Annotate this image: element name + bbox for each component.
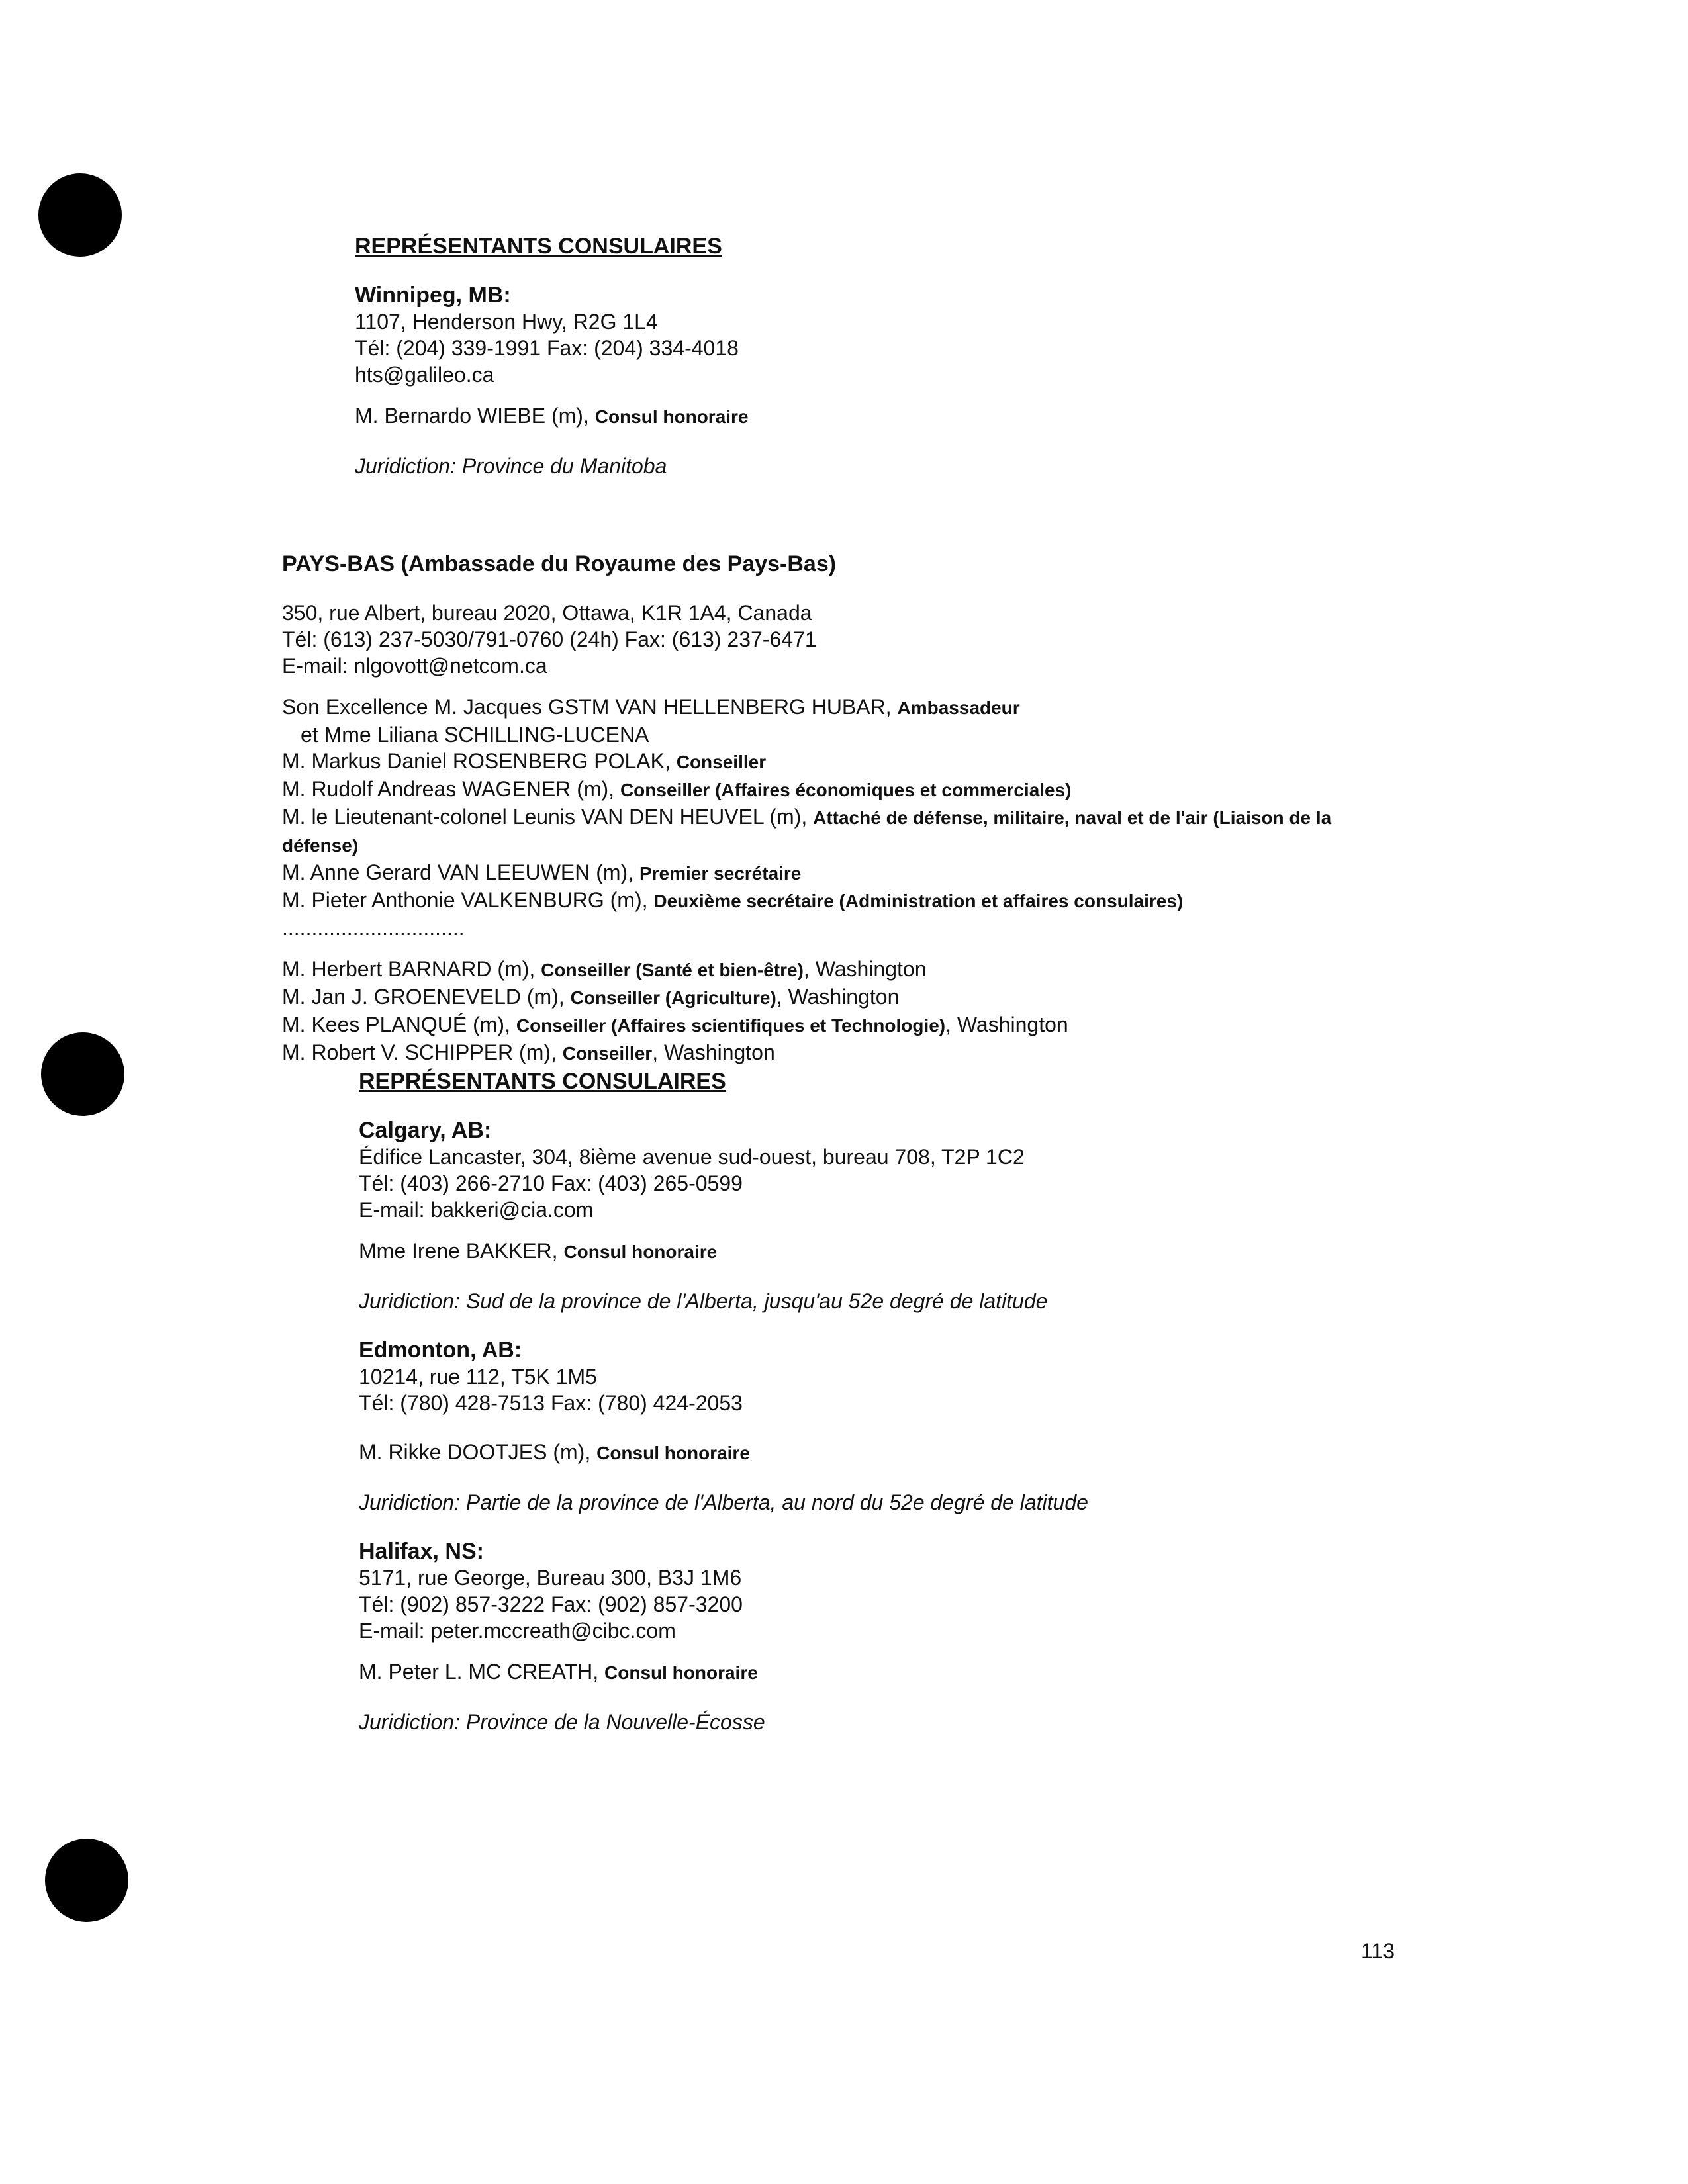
person-name: M. Peter L. MC CREATH,: [359, 1660, 599, 1684]
person-title: Consul honoraire: [596, 1443, 750, 1463]
section-heading: REPRÉSENTANTS CONSULAIRES: [355, 234, 722, 259]
staff-title: Premier secrétaire: [639, 863, 802, 884]
staff-name: M. Kees PLANQUÉ (m),: [282, 1013, 510, 1036]
staff-location: , Washington: [652, 1040, 775, 1064]
person-name: M. Bernardo WIEBE (m),: [355, 404, 589, 428]
jurisdiction: Juridiction: Province de la Nouvelle-Écosse: [359, 1710, 765, 1734]
staff-title: Deuxième secrétaire (Administration et affaires consulaires): [653, 891, 1184, 911]
address: Édifice Lancaster, 304, 8ième avenue sud-ouest, bureau 708, T2P 1C2: [359, 1145, 1025, 1169]
staff-location: , Washington: [776, 985, 900, 1009]
city-name: Halifax, NS:: [359, 1539, 484, 1564]
binder-hole-middle: [41, 1032, 124, 1116]
staff-name: M. Rudolf Andreas WAGENER (m),: [282, 777, 615, 801]
staff-entry: [282, 803, 1407, 859]
staff-name: M. Herbert BARNARD (m),: [282, 957, 536, 981]
staff-title: Conseiller: [562, 1043, 653, 1064]
person-title: Consul honoraire: [604, 1662, 758, 1683]
consular-section-winnipeg: [355, 233, 749, 479]
phone-fax: Tél: (403) 266-2710 Fax: (403) 265-0599: [359, 1171, 743, 1195]
binder-hole-bottom: [45, 1839, 128, 1922]
phone-fax: Tél: (902) 857-3222 Fax: (902) 857-3200: [359, 1592, 743, 1616]
staff-entry: [282, 748, 1407, 776]
staff-title: Conseiller (Affaires économiques et commerciales): [620, 780, 1072, 800]
consul-entry: [359, 1439, 1088, 1467]
washington-staff-entry: [282, 1011, 1407, 1039]
staff-location: , Washington: [945, 1013, 1068, 1036]
embassy-address: 350, rue Albert, bureau 2020, Ottawa, K1R 1A4, Canada: [282, 601, 812, 625]
staff-title: Attaché de défense, militaire, naval et de l'air (Liaison de la défense): [282, 807, 1332, 856]
washington-staff-entry: [282, 956, 1407, 983]
person-title: Consul honoraire: [594, 406, 749, 427]
consul-entry: [359, 1659, 1088, 1686]
city-name: Edmonton, AB:: [359, 1338, 522, 1363]
staff-entry: [282, 776, 1407, 803]
consul-entry: [355, 402, 749, 430]
address: 5171, rue George, Bureau 300, B3J 1M6: [359, 1566, 742, 1590]
consular-section-paysbas: [359, 1068, 1088, 1735]
email: hts@galileo.ca: [355, 363, 494, 387]
address: 1107, Henderson Hwy, R2G 1L4: [355, 310, 658, 334]
staff-name: M. le Lieutenant-colonel Leunis VAN DEN HEUVEL (m),: [282, 805, 808, 829]
staff-entry: [282, 859, 1407, 887]
binder-hole-top: [38, 173, 122, 257]
staff-title: Conseiller (Affaires scientifiques et Technologie): [516, 1015, 946, 1036]
phone-fax: Tél: (780) 428-7513 Fax: (780) 424-2053: [359, 1391, 743, 1415]
staff-name: M. Pieter Anthonie VALKENBURG (m),: [282, 888, 648, 912]
staff-entry: [282, 721, 1407, 748]
phone-fax: Tél: (204) 339-1991 Fax: (204) 334-4018: [355, 336, 739, 360]
staff-name: Son Excellence M. Jacques GSTM VAN HELLENBERG HUBAR,: [282, 695, 892, 719]
embassy-phone-fax: Tél: (613) 237-5030/791-0760 (24h) Fax: (613) 237-6471: [282, 627, 817, 651]
staff-title: Conseiller (Agriculture): [570, 987, 776, 1008]
section-heading: REPRÉSENTANTS CONSULAIRES: [359, 1069, 726, 1094]
person-title: Consul honoraire: [563, 1242, 718, 1262]
staff-title: Conseiller: [676, 752, 767, 772]
person-name: M. Rikke DOOTJES (m),: [359, 1440, 591, 1464]
person-name: Mme Irene BAKKER,: [359, 1239, 558, 1263]
staff-name: M. Jan J. GROENEVELD (m),: [282, 985, 565, 1009]
staff-title: Ambassadeur: [897, 698, 1020, 718]
jurisdiction: Juridiction: Province du Manitoba: [355, 454, 667, 478]
email: E-mail: peter.mccreath@cibc.com: [359, 1619, 676, 1643]
staff-name: et Mme Liliana SCHILLING-LUCENA: [301, 723, 649, 747]
email: E-mail: bakkeri@cia.com: [359, 1198, 594, 1222]
jurisdiction: Juridiction: Sud de la province de l'Alberta, jusqu'au 52e degré de latitude: [359, 1289, 1048, 1313]
address: 10214, rue 112, T5K 1M5: [359, 1365, 597, 1388]
staff-entry: [282, 887, 1407, 915]
staff-name: M. Robert V. SCHIPPER (m),: [282, 1040, 557, 1064]
country-heading: PAYS-BAS (Ambassade du Royaume des Pays-Bas): [282, 551, 837, 576]
staff-location: , Washington: [803, 957, 927, 981]
city-name: Winnipeg, MB:: [355, 283, 511, 308]
staff-name: M. Anne Gerard VAN LEEUWEN (m),: [282, 860, 634, 884]
dotted-separator: ...............................: [282, 916, 465, 940]
page-number: 113: [1361, 1939, 1395, 1963]
jurisdiction: Juridiction: Partie de la province de l'Alberta, au nord du 52e degré de latitude: [359, 1490, 1088, 1514]
washington-staff-entry: [282, 1039, 1407, 1067]
staff-name: M. Markus Daniel ROSENBERG POLAK,: [282, 749, 671, 773]
embassy-email: E-mail: nlgovott@netcom.ca: [282, 654, 547, 678]
city-name: Calgary, AB:: [359, 1118, 492, 1143]
embassy-paysbas: [282, 551, 1407, 1067]
staff-entry: [282, 694, 1407, 721]
staff-title: Conseiller (Santé et bien-être): [541, 960, 804, 980]
consul-entry: [359, 1238, 1088, 1265]
washington-staff-entry: [282, 983, 1407, 1011]
